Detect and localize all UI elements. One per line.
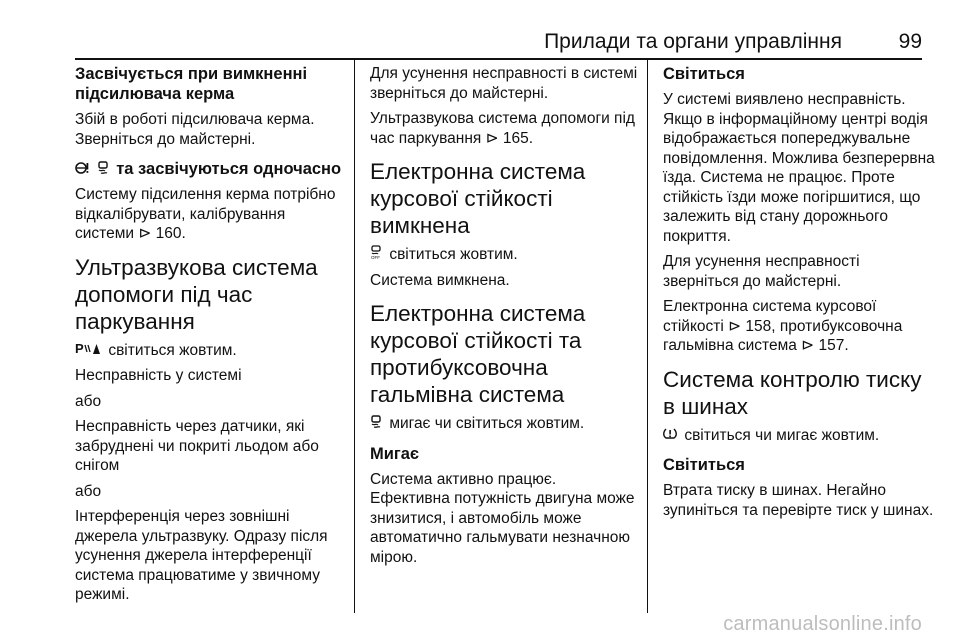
skidding-car-icon [370,414,382,434]
heading-blinks: Мигає [370,444,420,463]
watermark: carmanualsonline.info [723,613,922,635]
para-system-off: Система вимкнена. [370,271,510,289]
heading-esc-traction: Електронна система курсової стійкості та протибуксовочна гальмівна система [370,301,586,407]
page-header [0,28,960,58]
para-system-fault: Несправність у системі [75,367,242,384]
heading-both-lit [75,159,345,179]
parking-assist-icon [75,341,101,361]
para-active: Система активно працює. [370,470,557,488]
para-esc-ref: Електронна система курсової стійкості ⊳ 158, протибуксовочна гальмівна система ⊳ 157. [663,298,903,354]
para-or-2: або [75,482,102,500]
svg-text:OFF: OFF [371,255,380,259]
heading-esc-off: Електронна система курсової стійкості вимкнена [370,159,586,238]
heading-steering-off: Засвічується при вимкненні підсилювача керма [75,65,308,103]
para-pressure-loss: Втрата тиску в шинах. Негайно зупиніться та перевірте тиск у шинах. [663,482,934,519]
column-divider-2 [647,58,648,613]
para-detected: У системі виявлено несправність. Якщо в інформаційному центрі водія відображається попереджувальне повідомлення. Можлива безперервна їзда. Система не працює. Проте стійкість їзди може погіршитися, що залежить від стану дорожнього покриття. [663,91,935,245]
para-park-lit [75,341,345,361]
para-calibrate: Систему підсилення керма потрібно відкалібрувати, калібрування системи ⊳ 160. [75,186,336,242]
column-2 [370,64,640,573]
para-power: Ефективна потужність двигуна може знизитися, і автомобіль може автоматично гальмувати незначною мірою. [370,490,635,566]
para-park-lit-text: світиться жовтим. [108,341,237,359]
para-park-ref: Ультразвукова система допомоги під час паркування ⊳ 165. [370,110,635,147]
svg-text:P: P [75,341,84,355]
heading-parking-assist: Ультразвукова система допомоги під час паркування [75,254,318,334]
para-esc-off-lit [370,245,640,265]
heading-tpms: Система контролю тиску в шинах [663,366,922,419]
para-interference: Інтерференція через зовнішні джерела ультразвуку. Одразу після усунення джерела інтерференції система працюватиме у звичному режимі. [75,508,328,603]
steering-wheel-warning-icon [75,159,89,179]
page-title: Прилади та органи управління [544,30,842,53]
heading-lit-2: Світиться [663,456,745,474]
heading-lit: Світиться [663,65,745,83]
column-3 [663,64,935,526]
para-steering-fault: Збій в роботі підсилювача керма. Зверніться до майстерні. [75,111,315,148]
para-esc-off-lit-text: світиться жовтим. [389,246,518,263]
para-esc-blink [370,414,640,434]
para-tpms-lit-text: світиться чи мигає жовтим. [684,426,880,444]
para-esc-blink-text: мигає чи світиться жовтим. [389,415,585,432]
heading-both-lit-text: та засвічуються одночасно [116,160,342,178]
column-1 [75,64,345,611]
column-divider-1 [354,58,355,613]
para-tpms-lit [663,426,935,446]
esc-off-icon [370,245,382,265]
header-rule [75,58,922,60]
para-service-3: Для усунення несправності зверніться до майстерні. [663,253,860,290]
page-number: 99 [898,30,922,53]
para-or-1: або [75,392,102,410]
skidding-car-icon [97,159,109,179]
para-sensors: Несправність через датчики, які забруднені чи покриті льодом або снігом [75,418,319,474]
tire-pressure-icon [663,426,677,446]
para-service: Для усунення несправності в системі зверніться до майстерні. [370,65,638,102]
